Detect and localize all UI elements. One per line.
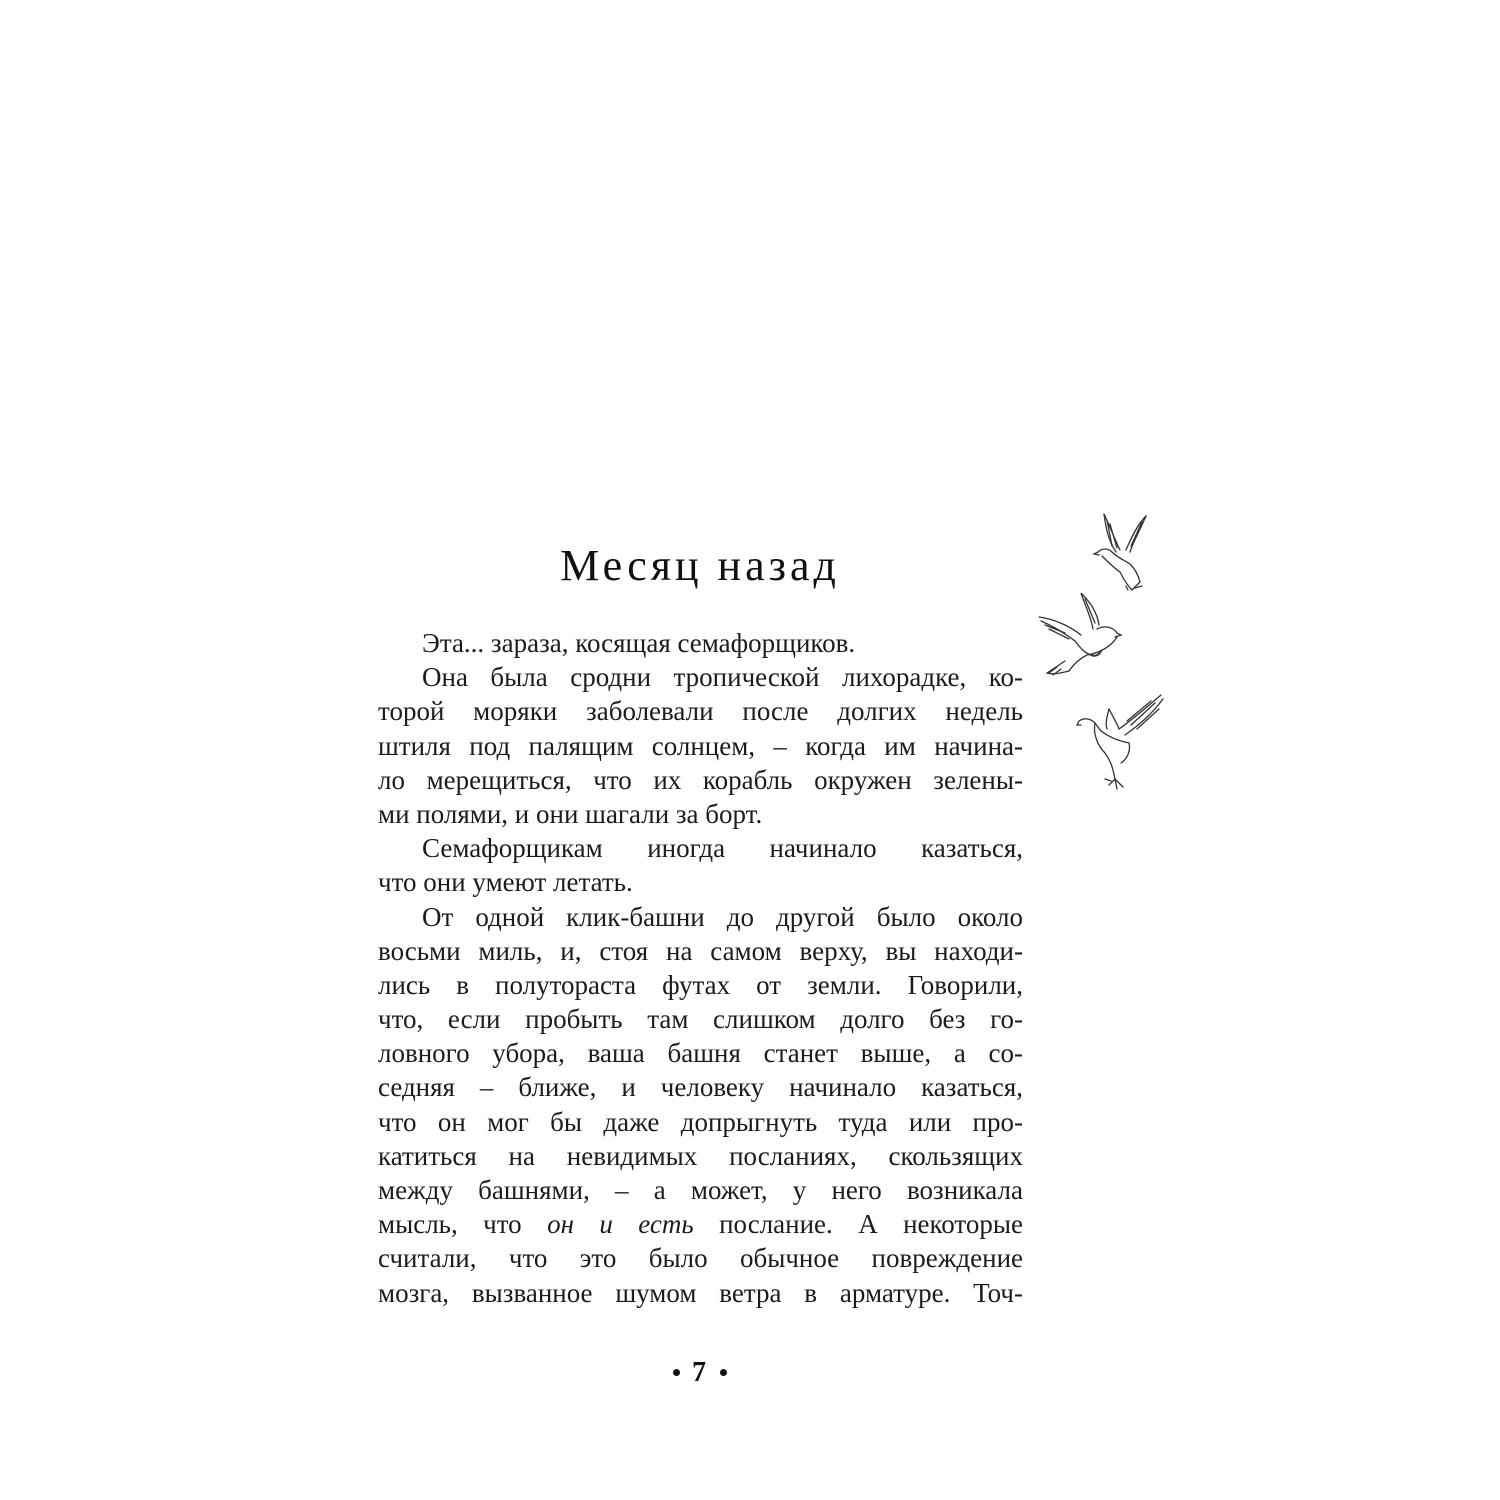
text-line: мозга, вызванное шумом ветра в арматуре. Точ-: [378, 1277, 1023, 1308]
italic-emphasis: он и есть: [547, 1209, 694, 1240]
text-line: ловного убора, ваша башня станет выше, а со-: [378, 1038, 1023, 1069]
bullet-dot-icon: [720, 1369, 727, 1376]
bullet-dot-icon: [673, 1369, 680, 1376]
page-number-value: 7: [692, 1357, 708, 1388]
text-line-with-italic: [378, 1207, 1023, 1241]
text-line: седняя – ближе, и человеку начинало казаться,: [378, 1072, 1023, 1103]
text-segment: послание. А некоторые: [693, 1209, 1023, 1240]
page-number: [378, 1357, 1022, 1389]
text-line: катиться на невидимых посланиях, скользящих: [378, 1140, 1023, 1171]
text-line: От одной клик-башни до другой было около: [422, 901, 1023, 932]
text-line: что, если пробыть там слишком долго без го-: [378, 1004, 1023, 1035]
text-line: штиля под палящим солнцем, – когда им начина-: [378, 730, 1023, 761]
text-line: Эта... зараза, косящая семафорщиков.: [422, 628, 856, 658]
text-line: ло мерещиться, что их корабль окружен зелены-: [378, 764, 1023, 795]
chapter-title: Месяц назад: [560, 541, 840, 590]
text-line: Семафорщикам иногда начинало казаться,: [422, 833, 1023, 864]
dove-icon: [1090, 510, 1155, 595]
doves-illustration: [1030, 505, 1180, 800]
text-line: считали, что это было обычное повреждение: [378, 1243, 1023, 1274]
body-text: [378, 626, 1023, 1310]
text-line: торой моряки заболевали после долгих недель: [378, 696, 1023, 727]
text-line: что они умеют летать.: [378, 867, 633, 898]
text-line: лись в полутораста футах от земли. Говорили,: [378, 969, 1023, 1000]
dove-icon: [1075, 693, 1165, 793]
text-line: восьми миль, и, стоя на самом верху, вы находи-: [378, 935, 1023, 966]
dove-icon: [1035, 593, 1125, 683]
text-line: что он мог бы даже допрыгнуть туда или про-: [378, 1106, 1023, 1137]
text-line: ми полями, и они шагали за борт.: [378, 798, 763, 829]
text-line: Она была сродни тропической лихорадке, ко-: [422, 662, 1023, 693]
text-segment: мысль, что: [378, 1209, 548, 1240]
text-line: между башнями, – а может, у него возникала: [378, 1175, 1023, 1205]
